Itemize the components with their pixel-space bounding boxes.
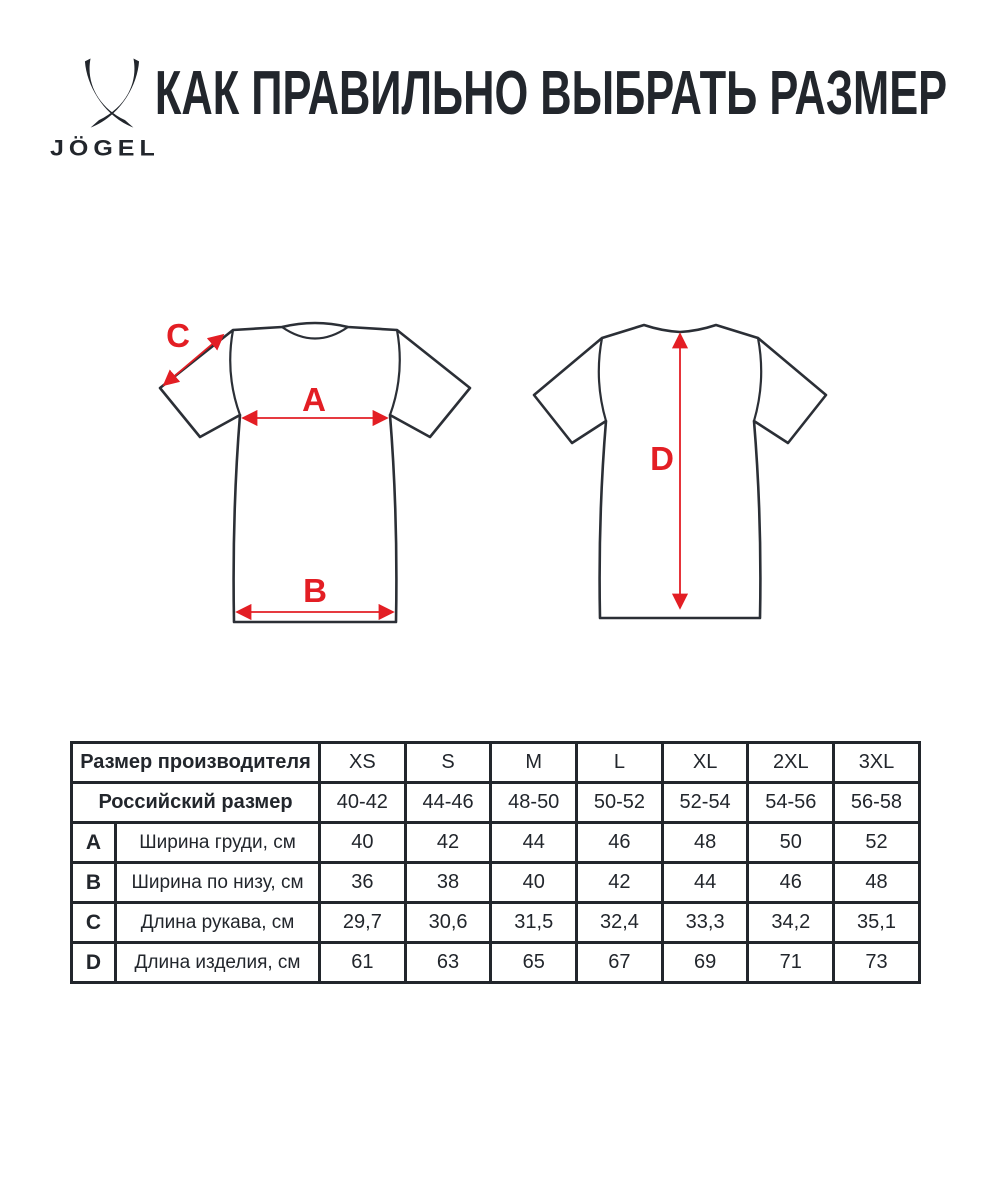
measure-label-hem: B bbox=[303, 572, 327, 609]
size-value: 48 bbox=[662, 823, 748, 863]
size-value: 61 bbox=[320, 943, 406, 983]
size-value: 32,4 bbox=[577, 903, 663, 943]
size-table bbox=[70, 741, 921, 984]
row-letter: C bbox=[72, 903, 116, 943]
size-value: 42 bbox=[577, 863, 663, 903]
size-value: 73 bbox=[834, 943, 920, 983]
size-name: M bbox=[491, 743, 577, 783]
size-value: 56-58 bbox=[834, 783, 920, 823]
size-name: L bbox=[577, 743, 663, 783]
size-value: 52 bbox=[834, 823, 920, 863]
size-value: 63 bbox=[405, 943, 491, 983]
row-label: Длина рукава, см bbox=[116, 903, 320, 943]
size-value: 67 bbox=[577, 943, 663, 983]
size-value: 52-54 bbox=[662, 783, 748, 823]
table-row-sleeve-length bbox=[72, 903, 920, 943]
measure-label-chest: A bbox=[302, 381, 326, 418]
tshirt-back-diagram bbox=[532, 318, 828, 620]
size-value: 44 bbox=[491, 823, 577, 863]
size-value: 36 bbox=[320, 863, 406, 903]
table-row-maker-size bbox=[72, 743, 920, 783]
measure-label-sleeve: C bbox=[166, 317, 190, 354]
size-value: 38 bbox=[405, 863, 491, 903]
row-label: Ширина груди, см bbox=[116, 823, 320, 863]
jogel-logo-icon bbox=[84, 58, 140, 130]
size-value: 69 bbox=[662, 943, 748, 983]
size-name: S bbox=[405, 743, 491, 783]
row-label: Ширина по низу, см bbox=[116, 863, 320, 903]
size-value: 44-46 bbox=[405, 783, 491, 823]
page-title: КАК ПРАВИЛЬНО ВЫБРАТЬ РАЗМЕР bbox=[154, 59, 948, 128]
size-value: 34,2 bbox=[748, 903, 834, 943]
size-value: 46 bbox=[748, 863, 834, 903]
size-value: 71 bbox=[748, 943, 834, 983]
row-letter: A bbox=[72, 823, 116, 863]
size-name: 3XL bbox=[834, 743, 920, 783]
russian-size-label: Российский размер bbox=[72, 783, 320, 823]
size-value: 31,5 bbox=[491, 903, 577, 943]
table-row-bottom-width bbox=[72, 863, 920, 903]
table-row-chest-width bbox=[72, 823, 920, 863]
size-value: 65 bbox=[491, 943, 577, 983]
row-letter: D bbox=[72, 943, 116, 983]
table-row-russian-size bbox=[72, 783, 920, 823]
measure-label-length: D bbox=[650, 440, 674, 477]
size-value: 46 bbox=[577, 823, 663, 863]
size-value: 44 bbox=[662, 863, 748, 903]
jogel-wordmark: JÖGEL bbox=[50, 136, 160, 161]
size-value: 42 bbox=[405, 823, 491, 863]
size-value: 40 bbox=[320, 823, 406, 863]
table-row-item-length bbox=[72, 943, 920, 983]
size-value: 50-52 bbox=[577, 783, 663, 823]
size-value: 29,7 bbox=[320, 903, 406, 943]
size-value: 33,3 bbox=[662, 903, 748, 943]
size-value: 30,6 bbox=[405, 903, 491, 943]
row-letter: B bbox=[72, 863, 116, 903]
size-name: XL bbox=[662, 743, 748, 783]
size-value: 35,1 bbox=[834, 903, 920, 943]
size-value: 40 bbox=[491, 863, 577, 903]
size-name: 2XL bbox=[748, 743, 834, 783]
size-value: 40-42 bbox=[320, 783, 406, 823]
size-name: XS bbox=[320, 743, 406, 783]
size-value: 50 bbox=[748, 823, 834, 863]
maker-size-label: Размер производителя bbox=[72, 743, 320, 783]
row-label: Длина изделия, см bbox=[116, 943, 320, 983]
tshirt-front-diagram bbox=[148, 314, 470, 626]
size-value: 48-50 bbox=[491, 783, 577, 823]
size-value: 48 bbox=[834, 863, 920, 903]
size-value: 54-56 bbox=[748, 783, 834, 823]
